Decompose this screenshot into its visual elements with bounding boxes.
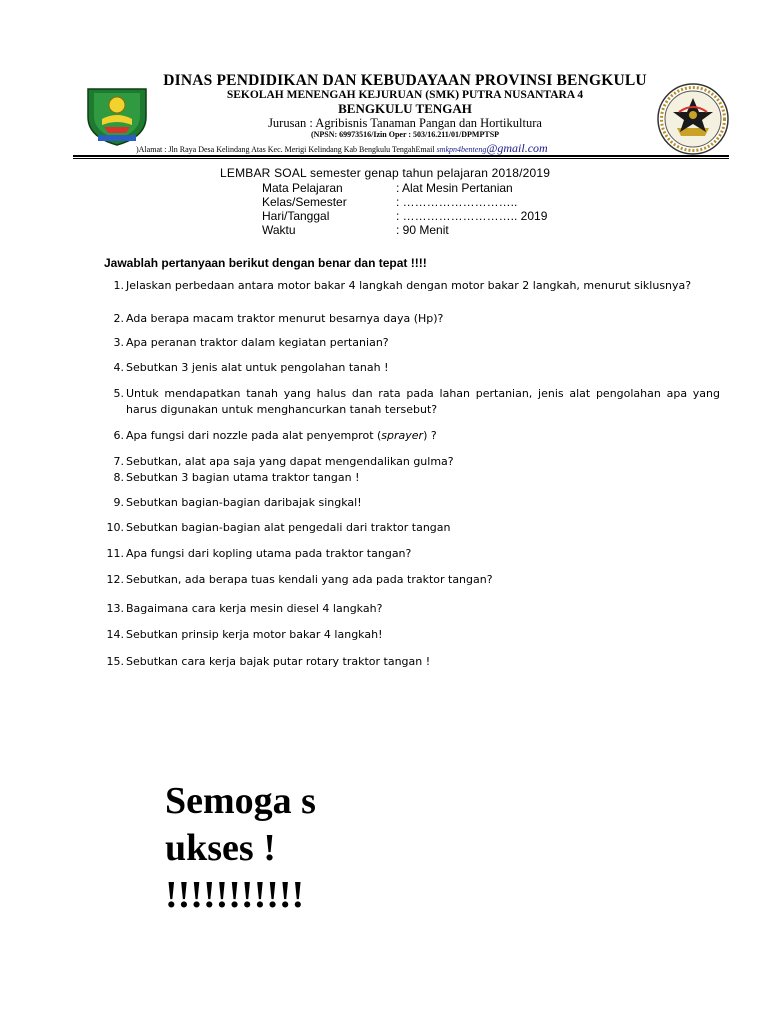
question-item: [100, 601, 720, 617]
question-item: [100, 495, 720, 511]
question-number: 11.: [106, 547, 124, 560]
question-text: Ada berapa macam traktor menurut besarnya daya (Hp)?: [126, 312, 444, 325]
address-text: )Alamat : Jln Raya Desa Kelindang Atas Kec. Merigi Kelindang Kab Bengkulu TengahEmail: [136, 145, 437, 154]
meta-value: : ……………………….. 2019: [396, 209, 548, 223]
question-text: Jelaskan perbedaan antara motor bakar 4 langkah dengan motor bakar 2 langkah, menurut siklusnya?: [126, 279, 692, 292]
question-text: Sebutkan, ada berapa tuas kendali yang ada pada traktor tangan?: [126, 573, 493, 586]
question-number: 3.: [113, 336, 124, 349]
agency-name: DINAS PENDIDIKAN DAN KEBUDAYAAN PROVINSI BENGKULU: [163, 72, 647, 89]
question-number: 6.: [113, 429, 124, 442]
question-number: 15.: [106, 655, 124, 668]
question-text-part: ) ?: [423, 429, 437, 442]
question-number: 7.: [113, 455, 124, 468]
question-item: [100, 520, 720, 536]
meta-label: Waktu: [262, 223, 296, 237]
closing-message: Semoga sukses ! !!!!!!!!!!!: [165, 780, 316, 916]
department-line: Jurusan : Agribisnis Tanaman Pangan dan Hortikultura: [268, 116, 542, 130]
question-number: 14.: [106, 628, 124, 641]
question-item: [100, 386, 720, 418]
question-number: 4.: [113, 361, 124, 374]
meta-label: Mata Pelajaran: [262, 181, 343, 195]
meta-value: : Alat Mesin Pertanian: [396, 181, 513, 195]
question-text: Sebutkan 3 bagian utama traktor tangan !: [126, 471, 360, 484]
question-text: Sebutkan bagian-bagian alat pengedali dari traktor tangan: [126, 521, 451, 534]
question-number: 1.: [113, 279, 124, 292]
letterhead-rule-thick: [73, 155, 729, 157]
question-text: Sebutkan prinsip kerja motor bakar 4 langkah!: [126, 628, 383, 641]
question-item: [100, 360, 720, 376]
question-text-italic: sprayer: [381, 429, 424, 442]
question-item: [100, 311, 720, 327]
meta-label: Hari/Tanggal: [262, 209, 330, 223]
letterhead-rule-thin: [73, 158, 729, 159]
question-number: 12.: [106, 573, 124, 586]
question-item: [100, 335, 720, 351]
question-number: 5.: [113, 387, 124, 400]
question-text-part: Apa fungsi dari nozzle pada alat penyemprot (: [126, 429, 382, 442]
question-item: [100, 627, 720, 643]
school-emblem-logo: [655, 82, 731, 156]
question-text: Sebutkan, alat apa saja yang dapat mengendalikan gulma?: [126, 455, 454, 468]
question-number: 13.: [106, 602, 124, 615]
question-number: 9.: [113, 496, 124, 509]
question-number: 8.: [113, 471, 124, 484]
meta-value: : 90 Menit: [396, 223, 449, 237]
school-name: SEKOLAH MENENGAH KEJURUAN (SMK) PUTRA NUSANTARA 4: [226, 89, 584, 101]
question-item: [100, 470, 720, 486]
question-text: Sebutkan bagian-bagian daribajak singkal!: [126, 496, 362, 509]
meta-label: Kelas/Semester: [262, 195, 347, 209]
exam-title: LEMBAR SOAL semester genap tahun pelajaran 2018/2019: [220, 166, 551, 180]
instruction: Jawablah pertanyaan berikut dengan benar dan tepat !!!!: [104, 256, 427, 270]
school-region: BENGKULU TENGAH: [338, 101, 472, 116]
email-domain: @gmail.com: [486, 141, 548, 155]
question-item: [100, 654, 720, 670]
question-number: 10.: [106, 521, 124, 534]
question-text: Apa fungsi dari kopling utama pada traktor tangan?: [126, 547, 412, 560]
question-text: Apa peranan traktor dalam kegiatan pertanian?: [126, 336, 389, 349]
question-item: [100, 454, 720, 470]
question-item: [100, 572, 720, 588]
question-number: 2.: [113, 312, 124, 325]
address-line: [136, 141, 548, 156]
question-text: Sebutkan cara kerja bajak putar rotary traktor tangan !: [126, 655, 431, 668]
question-text: Sebutkan 3 jenis alat untuk pengolahan tanah !: [126, 361, 389, 374]
question-item: [100, 428, 720, 444]
question-item: [100, 546, 720, 562]
email-user: smkpn4benteng: [436, 145, 487, 154]
question-text: [126, 428, 720, 444]
question-text: Bagaimana cara kerja mesin diesel 4 langkah?: [126, 602, 383, 615]
meta-value: : ………………………..: [396, 195, 518, 209]
question-text: Untuk mendapatkan tanah yang halus dan rata pada lahan pertanian, jenis alat pengolahan apa yang harus digunakan untuk menghancurkan tanah tersebut?: [126, 387, 720, 416]
question-item: [100, 278, 720, 294]
npsn-line: (NPSN: 69973516/Izin Oper : 503/16.211/01/DPMPTSP: [310, 130, 500, 139]
